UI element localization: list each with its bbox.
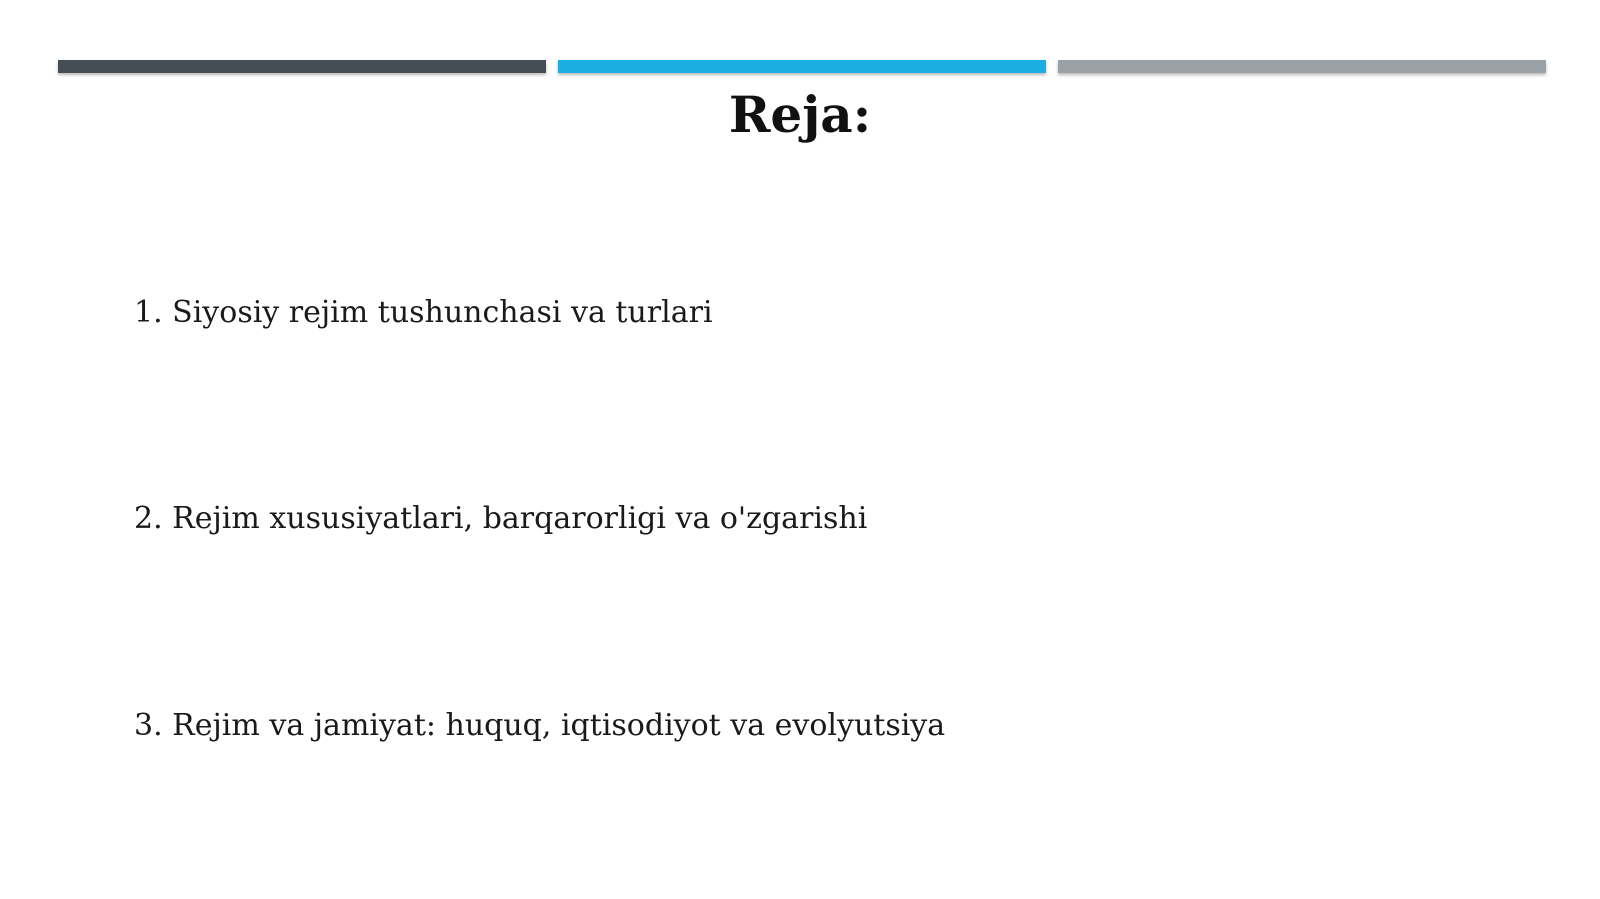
slide-title: Reja: [728,85,872,144]
plan-item-1: 1. Siyosiy rejim tushunchasi va turlari [134,295,713,330]
header-bar-blue [558,60,1046,73]
plan-item-2: 2. Rejim xususiyatlari, barqarorligi va o'zgarishi [134,501,868,536]
header-bar-dark [58,60,546,73]
header-bar-gray [1058,60,1546,73]
plan-item-3: 3. Rejim va jamiyat: huquq, iqtisodiyot va evolyutsiya [134,708,946,743]
